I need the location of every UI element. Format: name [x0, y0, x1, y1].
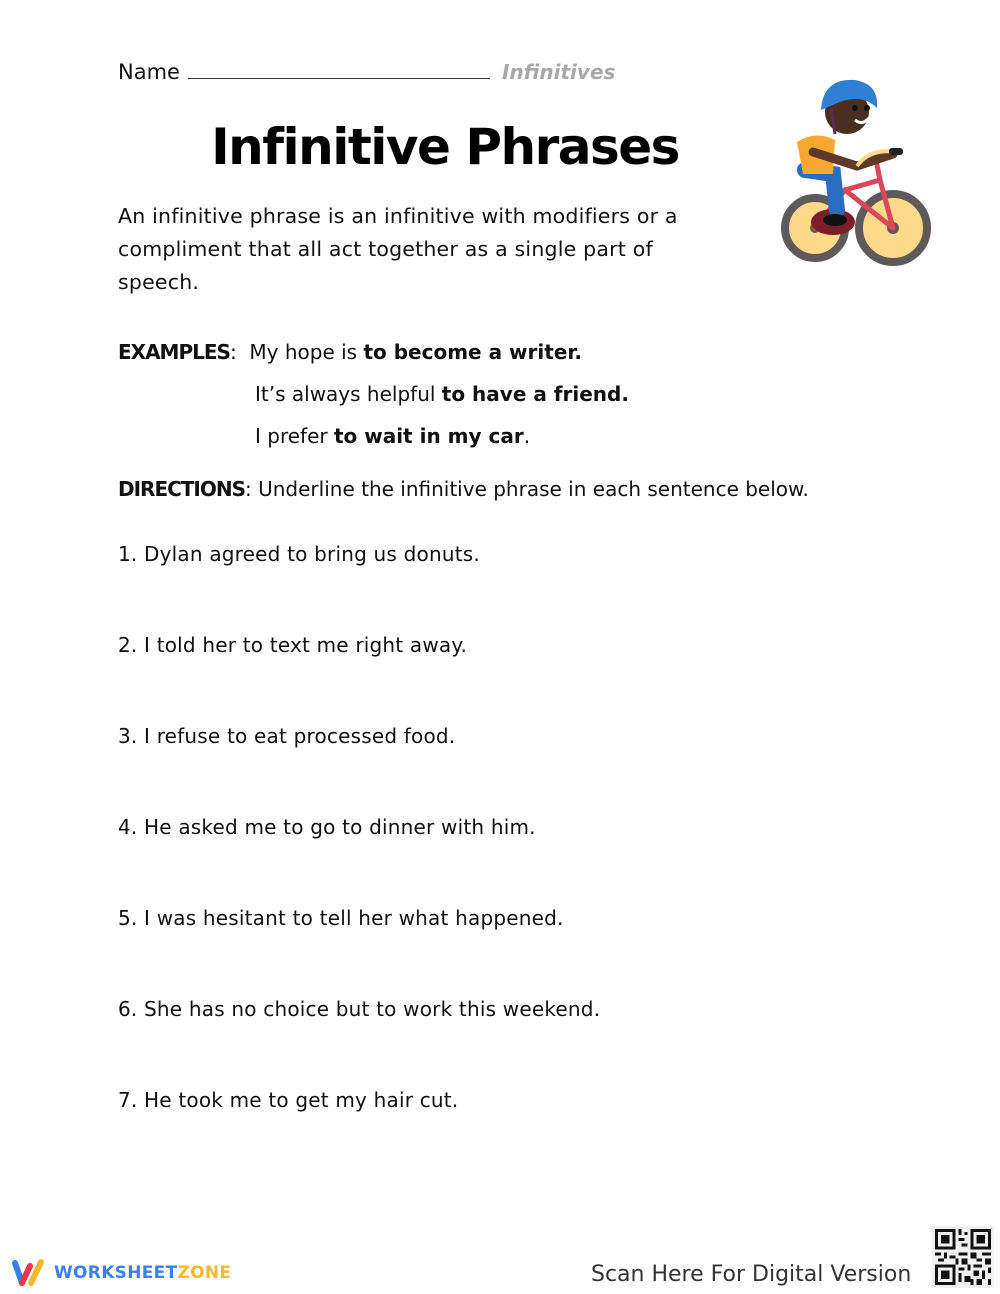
- example-row: [118, 331, 629, 373]
- question-item: 7. He took me to get my hair cut.: [118, 1088, 459, 1112]
- child-riding-bicycle-illustration: [775, 70, 935, 270]
- example-plain: It’s always helpful: [255, 382, 442, 406]
- example-plain: My hope is: [249, 340, 364, 364]
- question-item: 4. He asked me to go to dinner with him.: [118, 815, 536, 839]
- worksheet-zone-logo[interactable]: [10, 1258, 231, 1288]
- logo-text-zone: ZONE: [177, 1263, 232, 1283]
- example-infinitive: to have a friend.: [441, 382, 629, 406]
- topic-label: Infinitives: [501, 60, 616, 84]
- scan-instruction: Scan Here For Digital Version: [591, 1262, 912, 1287]
- question-item: 6. She has no choice but to work this weekend.: [118, 997, 601, 1021]
- example-row: [118, 415, 629, 457]
- directions: [118, 477, 809, 501]
- question-item: 2. I told her to text me right away.: [118, 633, 468, 657]
- example-infinitive: to wait in my car: [333, 424, 524, 448]
- logo-text: [54, 1263, 231, 1283]
- example-infinitive: to become a writer.: [363, 340, 582, 364]
- intro-paragraph: An infinitive phrase is an infinitive with modifiers or a compliment that all act together as a single part of speech.: [118, 204, 678, 294]
- question-item: 3. I refuse to eat processed food.: [118, 724, 456, 748]
- question-item: 1. Dylan agreed to bring us donuts.: [118, 542, 480, 566]
- examples-label: EXAMPLES: [118, 340, 230, 364]
- qr-code-icon[interactable]: [932, 1226, 994, 1288]
- name-label: Name: [118, 60, 180, 84]
- name-row: [118, 60, 615, 84]
- logo-text-worksheet: WORKSHEET: [54, 1263, 178, 1283]
- examples-section: [118, 331, 629, 457]
- question-item: 5. I was hesitant to tell her what happened.: [118, 906, 564, 930]
- name-blank-line[interactable]: [188, 60, 490, 79]
- directions-text: : Underline the infinitive phrase in each sentence below.: [245, 477, 809, 501]
- example-row: [118, 373, 629, 415]
- example-tail: .: [523, 424, 531, 448]
- directions-label: DIRECTIONS: [118, 477, 246, 501]
- page-title: Infinitive Phrases: [211, 118, 679, 176]
- example-plain: I prefer: [255, 424, 334, 448]
- examples-colon: :: [229, 340, 237, 364]
- worksheet-zone-logo-icon: [10, 1258, 46, 1288]
